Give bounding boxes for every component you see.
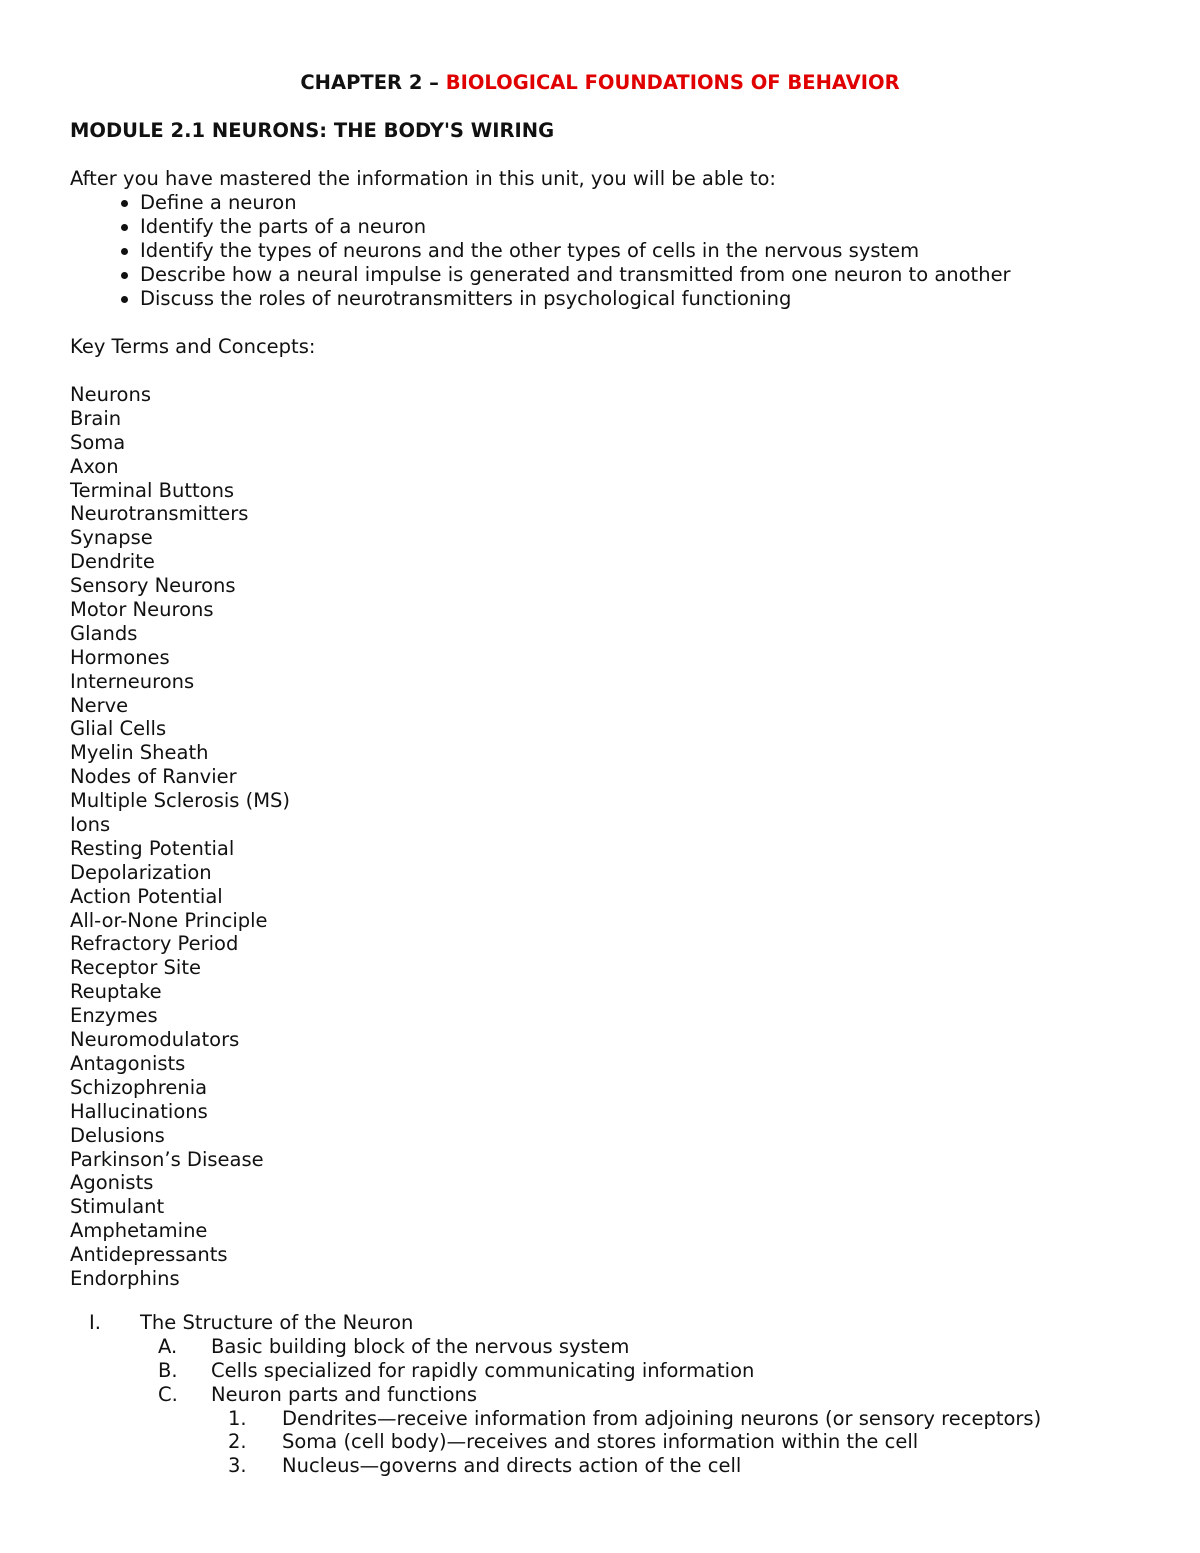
outline-marker: A.: [158, 1334, 178, 1358]
key-term: Amphetamine: [70, 1219, 208, 1243]
key-term: Stimulant: [70, 1195, 165, 1219]
outline-item: [0, 1383, 1200, 1407]
key-term: Motor Neurons: [70, 598, 214, 622]
key-term: Nerve: [70, 693, 129, 717]
objective-text: Describe how a neural impulse is generated and transmitted from one neuron to another: [140, 263, 1011, 286]
key-term: Brain: [70, 406, 122, 430]
intro-text: After you have mastered the information in this unit, you will be able to:: [70, 167, 776, 190]
outline-item: [0, 1335, 1200, 1359]
key-term: Endorphins: [70, 1266, 180, 1290]
key-term: Depolarization: [70, 860, 212, 884]
key-term: Glands: [70, 621, 138, 645]
key-term: Agonists: [70, 1171, 154, 1195]
outline-marker: 3.: [228, 1454, 247, 1478]
key-term: Sensory Neurons: [70, 574, 236, 598]
key-term: Nodes of Ranvier: [70, 765, 237, 789]
key-term: Myelin Sheath: [70, 741, 209, 765]
key-term: Ions: [70, 813, 111, 837]
key-term: Synapse: [70, 526, 153, 550]
objective-text: Define a neuron: [140, 191, 297, 214]
key-term: Neuromodulators: [70, 1028, 240, 1052]
key-term: Action Potential: [70, 884, 223, 908]
key-terms-list: [70, 383, 290, 1291]
chapter-title-text: BIOLOGICAL FOUNDATIONS OF BEHAVIOR: [445, 71, 900, 94]
bullet-icon: [121, 224, 128, 231]
key-term: Resting Potential: [70, 836, 235, 860]
outline-text: Dendrites—receive information from adjoining neurons (or sensory receptors): [282, 1406, 1042, 1430]
key-term: All-or-None Principle: [70, 908, 268, 932]
key-term: Terminal Buttons: [70, 478, 235, 502]
key-term: Parkinson’s Disease: [70, 1147, 264, 1171]
outline-marker: B.: [158, 1358, 178, 1382]
objective-text: Discuss the roles of neurotransmitters in psychological functioning: [140, 287, 792, 310]
outline-text: Basic building block of the nervous system: [211, 1334, 630, 1358]
key-term: Refractory Period: [70, 932, 239, 956]
key-term: Receptor Site: [70, 956, 201, 980]
key-term: Soma: [70, 430, 126, 454]
outline-marker: 2.: [228, 1430, 247, 1454]
outline-marker: C.: [158, 1382, 178, 1406]
key-term: Enzymes: [70, 1004, 158, 1028]
key-term: Neurotransmitters: [70, 502, 249, 526]
objective-text: Identify the parts of a neuron: [140, 215, 427, 238]
key-term: Glial Cells: [70, 717, 167, 741]
chapter-title: [0, 71, 1200, 95]
bullet-icon: [121, 296, 128, 303]
bullet-icon: [121, 248, 128, 255]
bullet-icon: [121, 200, 128, 207]
outline-text: Soma (cell body)—receives and stores information within the cell: [282, 1430, 919, 1454]
outline-text: Neuron parts and functions: [211, 1382, 478, 1406]
outline-marker: I.: [89, 1311, 101, 1334]
key-term: Antidepressants: [70, 1243, 228, 1267]
key-term: Interneurons: [70, 669, 195, 693]
key-term: Hallucinations: [70, 1099, 208, 1123]
key-term: Hormones: [70, 645, 170, 669]
outline: [0, 1311, 1200, 1478]
key-terms-heading: Key Terms and Concepts:: [70, 335, 316, 358]
key-term: Multiple Sclerosis (MS): [70, 789, 291, 813]
objective-text: Identify the types of neurons and the other types of cells in the nervous system: [140, 239, 920, 262]
outline-item: [0, 1430, 1200, 1454]
outline-item: [0, 1454, 1200, 1478]
key-term: Dendrite: [70, 550, 155, 574]
key-term: Delusions: [70, 1123, 165, 1147]
outline-item: [0, 1359, 1200, 1383]
key-term: Neurons: [70, 383, 151, 406]
outline-text: The Structure of the Neuron: [140, 1311, 414, 1334]
key-term: Schizophrenia: [70, 1075, 208, 1099]
key-term: Reuptake: [70, 980, 162, 1004]
outline-text: Cells specialized for rapidly communicating information: [211, 1358, 755, 1382]
bullet-icon: [121, 272, 128, 279]
module-heading: MODULE 2.1 NEURONS: THE BODY'S WIRING: [70, 119, 555, 142]
outline-text: Nucleus—governs and directs action of the cell: [282, 1454, 742, 1478]
outline-marker: 1.: [228, 1406, 247, 1430]
key-term: Antagonists: [70, 1051, 186, 1075]
outline-item: [0, 1407, 1200, 1431]
chapter-prefix: CHAPTER 2 –: [300, 71, 446, 94]
outline-item: [0, 1311, 1200, 1335]
key-term: Axon: [70, 454, 119, 478]
